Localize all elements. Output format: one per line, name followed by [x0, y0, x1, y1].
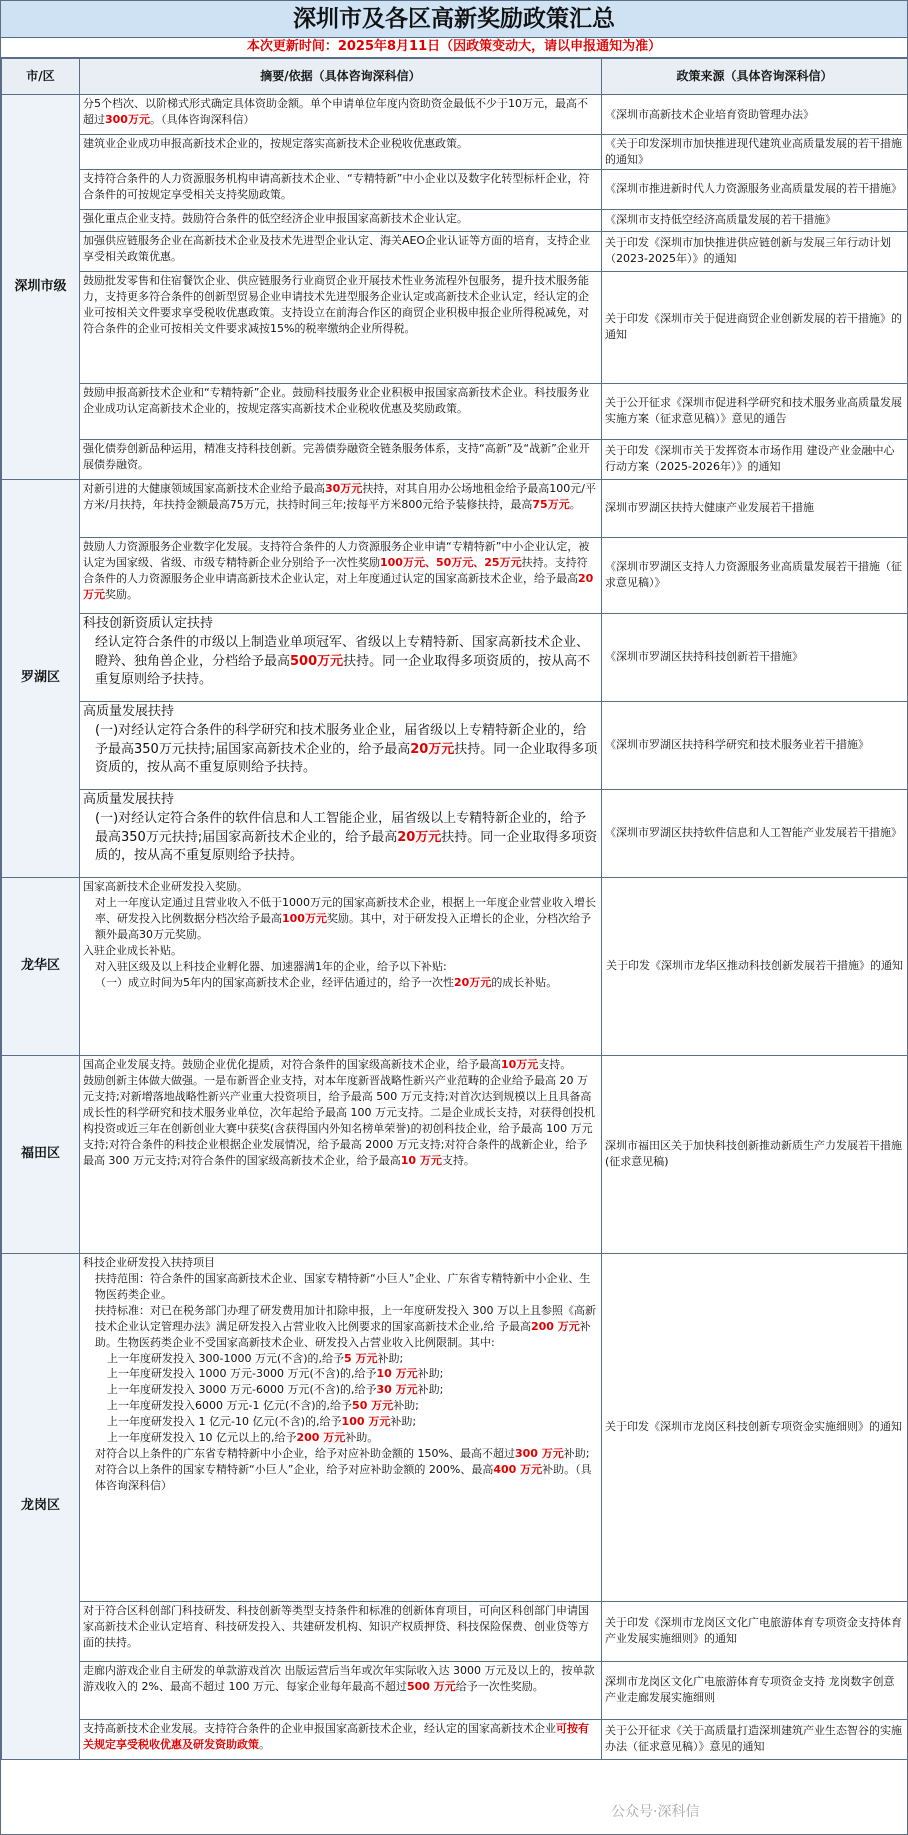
source-cell: 深圳市罗湖区扶持大健康产业发展若干措施: [602, 479, 908, 537]
table-row: [2, 479, 908, 537]
source-cell: 关于印发《深圳市加快推进供应链创新与发展三年行动计划（2023-2025年）》的通知: [602, 231, 908, 271]
source-cell: 关于公开征求《深圳市促进科学研究和技术服务业高质量发展实施方案（征求意见稿）》意见的通告: [602, 383, 908, 439]
table-row: [2, 1055, 908, 1253]
source-cell: 《深圳市支持低空经济高质量发展的若干措施》: [602, 209, 908, 231]
summary-cell: 支持高新技术企业发展。支持符合条件的企业申报国家高新技术企业，经认定的国家高新技术企业可按有关规定享受税收优惠及研发资助政策。: [80, 1719, 602, 1759]
watermark: 公众号·深科信: [611, 1804, 700, 1820]
summary-cell: 对于符合区科创部门科技研发、科技创新等类型支持条件和标准的创新体育项目，可向区科创部门申请国家高新技术企业认定培育、科技研发投入、共建研发机构、知识产权质押贷、科技保险保费、创业贷等方面的扶持。: [80, 1601, 602, 1661]
city-cell: 深圳市级: [2, 95, 80, 480]
summary-cell: 强化重点企业支持。鼓励符合条件的低空经济企业申报国家高新技术企业认定。: [80, 209, 602, 231]
source-cell: 关于印发《深圳市关于促进商贸企业创新发展的若干措施》的通知: [602, 271, 908, 383]
source-cell: 深圳市龙岗区文化广电旅游体育专项资金支持 龙岗数字创意产业走廊发展实施细则: [602, 1661, 908, 1719]
table-row: [2, 701, 908, 789]
table-header-row: [2, 59, 908, 95]
source-cell: 《深圳市罗湖区扶持科学研究和技术服务业若干措施》: [602, 701, 908, 789]
table-row: [2, 169, 908, 209]
source-cell: 《关于印发深圳市加快推进现代建筑业高质量发展的若干措施的通知》: [602, 135, 908, 170]
summary-cell: 高质量发展扶持 (一)对经认定符合条件的科学研究和技术服务业企业，届省级以上专精特新企业的，给予最高350万元扶持;届国家高新技术企业的，给予最高20万元扶持。同一企业取得多项资质的，按从高不重复原则给予扶持。: [80, 701, 602, 789]
summary-cell: 鼓励申报高新技术企业和“专精特新”企业。鼓励科技服务业企业积极申报国家高新技术企业。科技服务业企业成功认定高新技术企业的，按规定落实高新技术企业税收优惠及奖励政策。: [80, 383, 602, 439]
header-city: 市/区: [2, 59, 80, 95]
summary-cell: 高质量发展扶持 (一)对经认定符合条件的软件信息和人工智能企业，届省级以上专精特新企业的，给予最高350万元扶持;届国家高新技术企业的，给予最高20万元扶持。同一企业取得多项资质的，按从高不重复原则给予扶持。: [80, 789, 602, 877]
source-cell: 关于印发《深圳市龙岗区文化广电旅游体育专项资金支持体育产业发展实施细则》的通知: [602, 1601, 908, 1661]
table-row: [2, 383, 908, 439]
table-row: [2, 877, 908, 1055]
table-row: [2, 1253, 908, 1601]
summary-cell: 鼓励批发零售和住宿餐饮企业、供应链服务行业商贸企业开展技术性业务流程外包服务，提升技术服务能力，支持更多符合条件的创新型贸易企业申请技术先进型服务企业认定或高新技术企业认定，经认定的企业可按相关文件要求享受税收优惠政策。支持设立在前海合作区的商贸企业积极申报企业所得税减免，对符合条件的企业可按相关文件要求减按15%的税率缴纳企业所得税。: [80, 271, 602, 383]
table-row: [2, 1719, 908, 1759]
table-row: [2, 209, 908, 231]
summary-cell: 科技企业研发投入扶持项目 扶持范围：符合条件的国家高新技术企业、国家专精特新“小巨人”企业、广东省专精特新中小企业、生物医药类企业。 扶持标准：对已在税务部门办理了研发费用加计扣除申报，上一年度研发投入 300 万以上且参照《高新技术企业认定管理办法》满足研发投入占营业收入比例要求的国家高新技术企业,给 予最高200 万元补助。生物医药类企业不受国家高新技术企业、研发投入占营业收入比例限制。其中: 上一年度研发投入 300-1000 万元(不含)的,给予5 万元补助; 上一年度研发投入 1000 万元-3000 万元(不含)的,给予10 万元补助; 上一年度研发投入 3000 万元-6000 万元(不含)的,给予30 万元补助; 上一年度研发投入6000 万元-1 亿元(不含)的,给予50 万元补助; 上一年度研发投入 1 亿元-10 亿元(不含)的,给予100 万元补助; 上一年度研发投入 10 亿元以上的,给予200 万元补助。 对符合以上条件的广东省专精特新中小企业，给予对应补助金额的 150%、最高不超过300 万元补助;对符合以上条件的国家专精特新“小巨人”企业，给予对应补助金额的 200%、最高400 万元补助。（具体咨询深科信）: [80, 1253, 602, 1601]
city-cell: 龙岗区: [2, 1253, 80, 1759]
table-row: [2, 135, 908, 170]
source-cell: 《深圳市罗湖区扶持软件信息和人工智能产业发展若干措施》: [602, 789, 908, 877]
summary-cell: 建筑业企业成功申报高新技术企业的，按规定落实高新技术企业税收优惠政策。: [80, 135, 602, 170]
source-cell: 深圳市福田区关于加快科技创新推动新质生产力发展若干措施(征求意见稿): [602, 1055, 908, 1253]
source-cell: 关于印发《深圳市龙岗区科技创新专项资金实施细则》的通知: [602, 1253, 908, 1601]
source-cell: 关于公开征求《关于高质量打造深圳建筑产业生态智谷的实施办法（征求意见稿）》意见的通知: [602, 1719, 908, 1759]
source-cell: 《深圳市高新技术企业培育资助管理办法》: [602, 95, 908, 135]
source-cell: 《深圳市罗湖区扶持科技创新若干措施》: [602, 613, 908, 701]
table-row: [2, 95, 908, 135]
city-cell: 罗湖区: [2, 479, 80, 877]
table-row: [2, 613, 908, 701]
policy-table: [1, 58, 908, 1760]
city-cell: 龙华区: [2, 877, 80, 1055]
table-row: [2, 537, 908, 613]
summary-cell: 强化债券创新品种运用，精准支持科技创新。完善债券融资全链条服务体系，支持“高新”及“战新”企业开展债券融资。: [80, 439, 602, 479]
source-cell: 关于印发《深圳市关于发挥资本市场作用 建设产业金融中心行动方案（2025-2026年）》的通知: [602, 439, 908, 479]
table-row: [2, 231, 908, 271]
page-title: 深圳市及各区高新奖励政策汇总: [1, 1, 907, 38]
update-note: 本次更新时间：2025年8月11日（因政策变动大，请以申报通知为准）: [1, 37, 907, 58]
table-row: [2, 439, 908, 479]
summary-cell: 对新引进的大健康领域国家高新技术企业给予最高30万元扶持，对其自用办公场地租金给予最高100元/平方米/月扶持，年扶持金额最高75万元，扶持时间三年;按每平方米800元给予装修扶持，最高75万元。: [80, 479, 602, 537]
summary-cell: 走廊内游戏企业自主研发的单款游戏首次 出版运营后当年或次年实际收入达 3000 万元及以上的，按单款游戏收入的 2%、最高不超过 100 万元、每家企业每年最高不超过500 万元给予一次性奖励。: [80, 1661, 602, 1719]
summary-cell: 支持符合条件的人力资源服务机构申请高新技术企业、“专精特新”中小企业以及数字化转型标杆企业，符合条件的可按规定享受相关支持奖励政策。: [80, 169, 602, 209]
table-row: [2, 1661, 908, 1719]
summary-cell: 科技创新资质认定扶持 经认定符合条件的市级以上制造业单项冠军、省级以上专精特新、国家高新技术企业、瞪羚、独角兽企业，分档给予最高500万元扶持。同一企业取得多项资质的，按从高不重复原则给予扶持。: [80, 613, 602, 701]
summary-cell: 加强供应链服务企业在高新技术企业及技术先进型企业认定、海关AEO企业认证等方面的培育，支持企业享受相关政策优惠。: [80, 231, 602, 271]
source-cell: 关于印发《深圳市龙华区推动科技创新发展若干措施》的通知: [602, 877, 908, 1055]
header-summary: 摘要/依据（具体咨询深科信）: [80, 59, 602, 95]
table-row: [2, 1601, 908, 1661]
table-row: [2, 271, 908, 383]
summary-cell: 国家高新技术企业研发投入奖励。 对上一年度认定通过且营业收入不低于1000万元的国家高新技术企业，根据上一年度企业营业收入增长率、研发投入比例数据分档次给予最高100万元奖励。其中，对于研发投入正增长的企业，分档次给予额外最高30万元奖励。 入驻企业成长补贴。 对入驻区级及以上科技企业孵化器、加速器满1年的企业，给予以下补贴: （一）成立时间为5年内的国家高新技术企业，经评估通过的，给予一次性20万元的成长补贴。: [80, 877, 602, 1055]
source-cell: 《深圳市罗湖区支持人力资源服务业高质量发展若干措施（征求意见稿）》: [602, 537, 908, 613]
city-cell: 福田区: [2, 1055, 80, 1253]
table-row: [2, 789, 908, 877]
summary-cell: 分5个档次、以阶梯式形式确定具体资助金额。单个申请单位年度内资助资金最低不少于10万元，最高不超过300万元。（具体咨询深科信）: [80, 95, 602, 135]
summary-cell: 鼓励人力资源服务企业数字化发展。支持符合条件的人力资源服务企业申请“专精特新”中小企业认定，被认定为国家级、省级、市级专精特新企业分别给予一次性奖励100万元、50万元、25万元扶持。支持符合条件的人力资源服务企业申请高新技术企业认定，对上年度通过认定的国家高新技术企业，给予最高20万元奖励。: [80, 537, 602, 613]
source-cell: 《深圳市推进新时代人力资源服务业高质量发展的若干措施》: [602, 169, 908, 209]
header-source: 政策来源（具体咨询深科信）: [602, 59, 908, 95]
summary-cell: 国高企业发展支持。鼓励企业优化提质，对符合条件的国家级高新技术企业，给予最高10万元支持。 鼓励创新主体做大做强。一是布新晋企业支持，对本年度新晋战略性新兴产业范畴的企业给予最高 20 万元支持;对新增落地战略性新兴产业重大投资项目，给予最高 500 万元支持;对首次达到规模以上且具备高成长性的科学研究和技术服务业单位，次年起给予最高 100 万元支持。二是企业成长支持，对获得创投机构投资或近三年在创新创业大赛中获奖(含获得国内外知名榜单荣誉)的初创科技企业，给予最高 100 万元支持;对符合条件的科技企业根据企业发展情况，给予最高 2000 万元支持;对符合条件的战新企业，给予最高 300 万元支持;对符合条件的国家级高新技术企业，给予最高10 万元支持。: [80, 1055, 602, 1253]
